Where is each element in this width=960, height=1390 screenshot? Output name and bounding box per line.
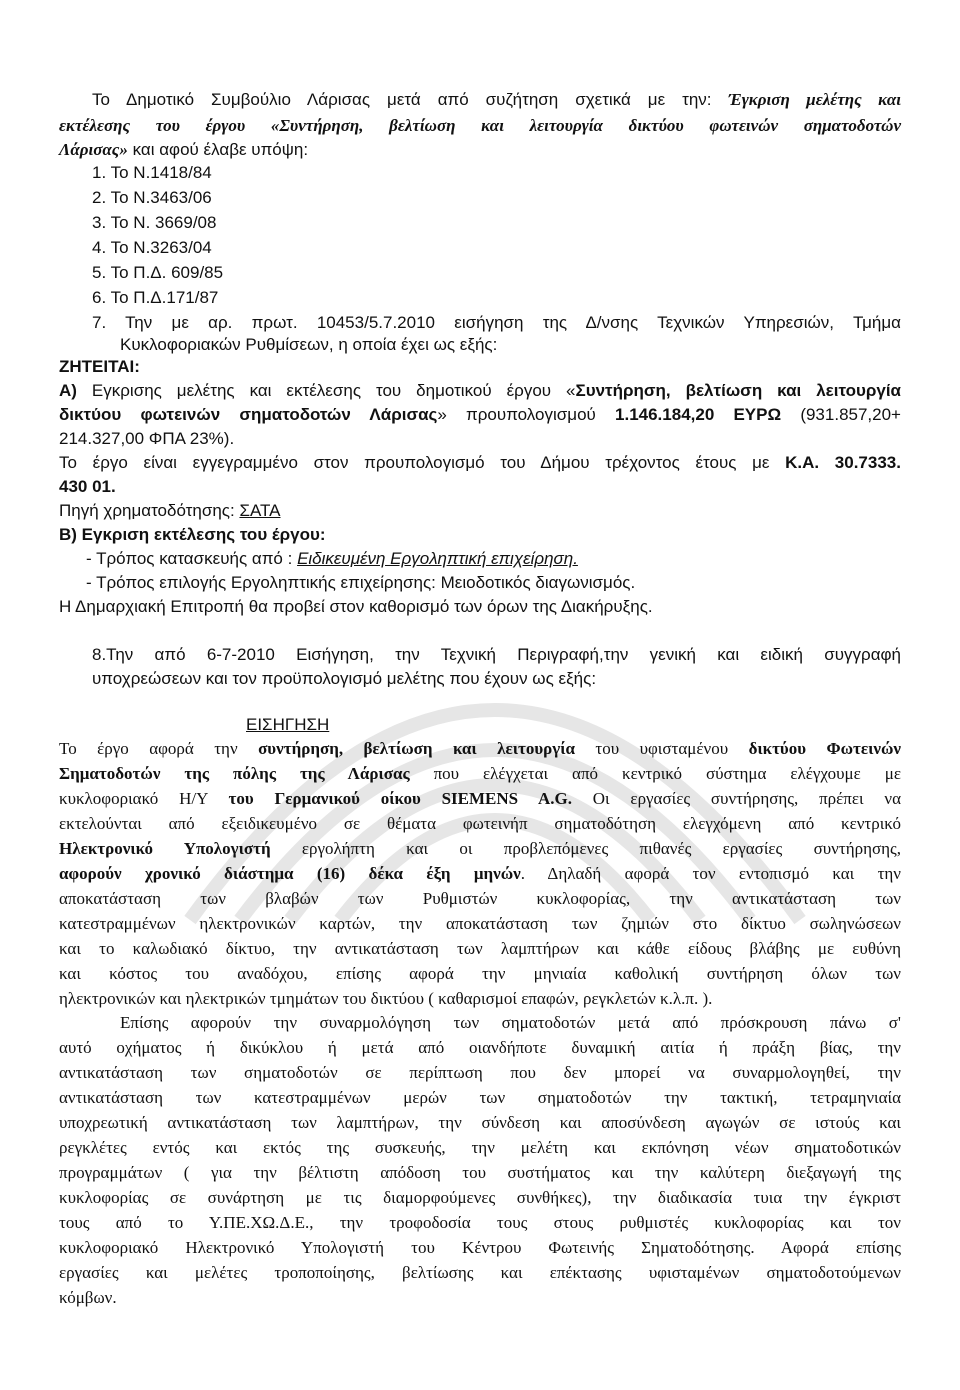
report-line-11: ηλεκτρονικών και ηλεκτρικών τμημάτων του δικτύου ( καθαρισμοί επαφών, ρεγκλετών κ.λ.π. ). bbox=[59, 989, 713, 1008]
report-p2-line-3: αντικατάσταση των σηματοδοτών σε περίπτωση που δεν μπορεί να συναρμολογηθεί, την bbox=[59, 1063, 901, 1082]
intro-line-2: εκτέλεσης του έργου «Συντήρηση, βελτίωση και λειτουργία δικτύου φωτεινών σηματοδοτών bbox=[59, 116, 901, 135]
ref-item-2: 2. Το Ν.3463/06 bbox=[92, 188, 212, 207]
request-b-item-2: - Τρόπος επιλογής Εργοληπτικής επιχείρησης: Μειοδοτικός διαγωνισμός. bbox=[86, 573, 636, 592]
report-p2-line-6: ρεγκλέτες εντός και εκτός της συσκευής, την μελέτη και εκπόνηση νέων σηματοδοτικών bbox=[59, 1138, 901, 1157]
report-p2-line-7: προγραμμάτων ( για την βέλτιστη απόδοση του συστήματος και την καλύτερη διεξαγωγή της bbox=[59, 1163, 901, 1182]
report-p2-line-1: Επίσης αφορούν την συναρμολόγηση των σηματοδοτών μετά από πρόσκρουση πάνω σ' bbox=[120, 1013, 901, 1032]
item-8-line-1: 8.Την από 6-7-2010 Εισήγηση, την Τεχνική Περιγραφή,την γενική και ειδική συγγραφή bbox=[92, 645, 901, 664]
ref-item-4: 4. Το Ν.3263/04 bbox=[92, 238, 212, 257]
report-p2-line-8: κυκλοφορίας σε συνάρτηση με τις διαμορφούμενες συνθήκες), την διαδικασία τυια την έγκριστ bbox=[59, 1188, 901, 1207]
report-p2-line-10: κυκλοφοριακό Ηλεκτρονικό Υπολογιστή του Κέντρου Φωτεινής Σηματοδότησης. Αφορά επίσης bbox=[59, 1238, 901, 1257]
request-a-line-2: δικτύου φωτεινών σηματοδοτών Λάρισας» προυπολογισμού 1.146.184,20 ΕΥΡΩ (931.857,20+ bbox=[59, 405, 901, 424]
report-line-2: Σηματοδοτών της πόλης της Λάρισας που ελέγχεται από κεντρικό σύστημα ελέγχουμε με bbox=[59, 764, 901, 783]
report-line-9: και το καλωδιακό δίκτυο, την αντικατάσταση των λαμπτήρων και κάθε είδους βλάβης με ευθύνη bbox=[59, 939, 901, 958]
report-p2-line-11: εργασίες και μελέτες τροποποίησης, βελτίωσης και επέκτασης υφισταμένων σηματοδοτούμενων bbox=[59, 1263, 901, 1282]
ref-item-5: 5. Το Π.Δ. 609/85 bbox=[92, 263, 224, 282]
committee-line: Η Δημαρχιακή Επιτροπή θα προβεί στον καθορισμό των όρων της Διακήρυξης. bbox=[59, 597, 653, 616]
report-line-7: αποκατάσταση των βλαβών των Ρυθμιστών κυκλοφορίας, την αντικατάσταση των bbox=[59, 889, 901, 908]
report-line-4: εκτελούνται από εξειδικευμένο σε θέματα φωτεινήπ σηματοδότηση ελεγχόμενη από κεντρικό bbox=[59, 814, 901, 833]
request-b-heading: Β) Εγκριση εκτέλεσης του έργου: bbox=[59, 525, 326, 544]
item-8-line-2: υποχρεώσεων και τον προϋπολογισμό μελέτης που έχουν ως εξής: bbox=[92, 669, 597, 688]
report-p2-line-12: κόμβων. bbox=[59, 1288, 117, 1307]
report-line-1: Το έργο αφορά την συντήρηση, βελτίωση και λειτουργία του υφισταμένου δικτύου Φωτεινών bbox=[59, 739, 902, 758]
request-a-line-3: 214.327,00 ΦΠΑ 23%). bbox=[59, 429, 235, 448]
report-line-6: αφορούν χρονικό διάστημα (16) δέκα έξη μηνών. Δηλαδή αφορά τον εντοπισμό και την bbox=[59, 864, 901, 883]
ref-item-1: 1. Το Ν.1418/84 bbox=[92, 163, 212, 182]
intro-line-1: Το Δημοτικό Συμβούλιο Λάρισας μετά από συζήτηση σχετικά με την: Έγκριση μελέτης και bbox=[92, 90, 901, 109]
request-b-item-1: - Τρόπος κατασκευής από : Ειδικευμένη Εργοληπτική επιχείρηση. bbox=[86, 549, 578, 568]
report-line-3: κυκλοφοριακό Η/Υ του Γερμανικού οίκου SIEMENS A.G. Οι εργασίες συντήρησης, πρέπει να bbox=[59, 789, 901, 808]
intro-line-3: Λάρισας» και αφού έλαβε υπόψη: bbox=[59, 140, 309, 159]
ref-item-7: 7. Την με αρ. πρωτ. 10453/5.7.2010 εισήγηση της Δ/νσης Τεχνικών Υπηρεσιών, Τμήμα bbox=[92, 313, 901, 332]
report-p2-line-9: τους από το Υ.ΠΕ.ΧΩ.Δ.Ε., την τροφοδοσία τους στους ρυθμιστές κυκλοφορίας και τον bbox=[59, 1213, 901, 1232]
report-title: ΕΙΣΗΓΗΣΗ bbox=[246, 715, 330, 734]
ref-item-6: 6. Το Π.Δ.171/87 bbox=[92, 288, 219, 307]
ref-item-7-cont: Κυκλοφοριακών Ρυθμίσεων, η οποία έχει ως εξής: bbox=[120, 335, 498, 354]
budget-line: Το έργο είναι εγγεγραμμένο στον προυπολογισμό του Δήμου τρέχοντος έτους με Κ.Α. 30.7333. bbox=[59, 453, 901, 472]
report-line-8: κατεστραμμένων ηλεκτρονικών καρτών, την αποκατάσταση των ζημιών στο δίκτυο σωληνώσεων bbox=[59, 914, 901, 933]
report-line-10: και κόστος του αναδόχου, επίσης αφορά την μηνιαία καθολική συντήρηση όλων των bbox=[59, 964, 901, 983]
report-line-5: Ηλεκτρονικό Υπολογιστή εργολήπτη και οι προβλεπόμενες πιθανές εργασίες συντήρησης, bbox=[59, 839, 901, 858]
ref-item-3: 3. Το Ν. 3669/08 bbox=[92, 213, 217, 232]
report-p2-line-2: αυτό οχήματος ή δικύκλου ή μετά από οιανδήποτε δυναμική αιτία ή πράξη βίας, την bbox=[59, 1038, 901, 1057]
report-p2-line-5: υποχρεωτική αντικατάσταση των λαμπτήρων, την σύνδεση και αποσύνδεση αγωγών σε ιστούς και bbox=[59, 1113, 901, 1132]
report-p2-line-4: αντικατάσταση των κατεστραμμένων μερών των σηματοδοτών την τακτική, τετραμηνιαία bbox=[59, 1088, 901, 1107]
request-a-line-1: Α) Εγκρισης μελέτης και εκτέλεσης του δημοτικού έργου «Συντήρηση, βελτίωση και λειτουργία bbox=[59, 381, 901, 400]
requests-heading: ΖΗΤΕΙΤΑΙ: bbox=[59, 357, 140, 376]
funding-line: Πηγή χρηματοδότησης: ΣΑΤΑ bbox=[59, 501, 281, 520]
budget-code-cont: 430 01. bbox=[59, 477, 116, 496]
